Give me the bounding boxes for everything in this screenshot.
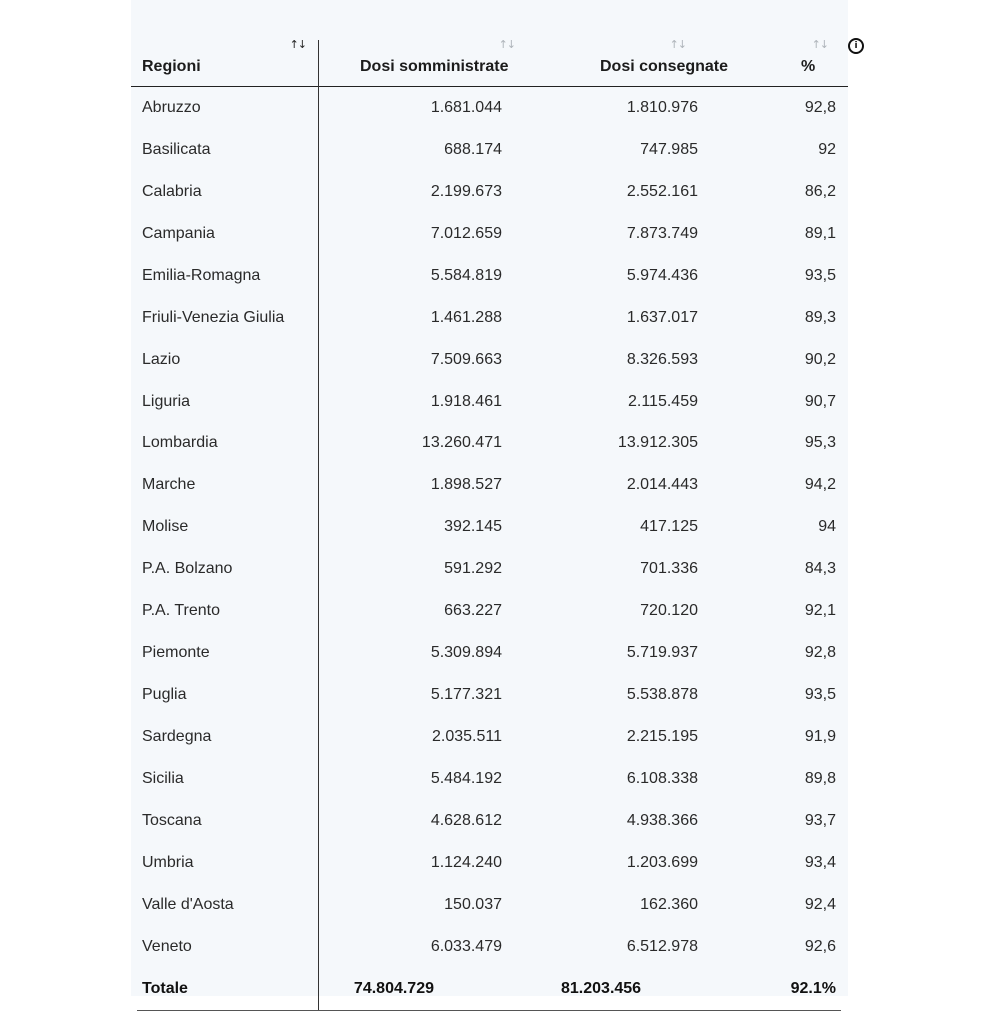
cell-delivered: 8.326.593: [626, 350, 698, 368]
table-row: [131, 297, 848, 339]
cell-region: Puglia: [142, 686, 187, 704]
cell-percent: 92,8: [804, 98, 836, 116]
cell-administered: 1.918.461: [430, 392, 502, 410]
cell-administered: 7.012.659: [430, 224, 502, 242]
sort-icon-region[interactable]: ↑↓: [289, 38, 306, 51]
cell-percent: 89,1: [804, 224, 836, 242]
cell-region: Marche: [142, 476, 196, 494]
cell-delivered: 2.014.443: [626, 476, 698, 494]
table-row: [131, 548, 848, 590]
cell-administered: 1.124.240: [430, 853, 502, 871]
sort-icon-percent[interactable]: ↑↓: [811, 38, 828, 51]
table-row: [131, 800, 848, 842]
cell-delivered: 720.120: [640, 602, 698, 620]
cell-delivered: 747.985: [640, 140, 698, 158]
table-bottom-rule: [137, 1010, 841, 1011]
column-divider: [318, 40, 319, 1010]
cell-percent: 95,3: [804, 434, 836, 452]
column-header-administered-label: Dosi somministrate: [360, 58, 509, 75]
cell-administered: 150.037: [444, 895, 502, 913]
table-header-row: [131, 30, 848, 87]
table-row: [131, 884, 848, 926]
cell-administered: 688.174: [444, 140, 502, 158]
table-row: [131, 213, 848, 255]
column-header-delivered[interactable]: [561, 30, 770, 87]
table-row: [131, 674, 848, 716]
total-cell-percent: 92.1%: [790, 979, 836, 997]
column-header-region[interactable]: [131, 30, 318, 87]
cell-percent: 93,5: [804, 266, 836, 284]
table-row: [131, 842, 848, 884]
column-header-administered[interactable]: [318, 30, 561, 87]
table-row: [131, 464, 848, 506]
cell-percent: 92,4: [804, 895, 836, 913]
cell-delivered: 162.360: [640, 895, 698, 913]
cell-delivered: 5.538.878: [626, 686, 698, 704]
sort-icon-delivered[interactable]: ↑↓: [669, 38, 686, 51]
cell-percent: 89,8: [804, 769, 836, 787]
cell-administered: 1.681.044: [430, 98, 502, 116]
table-row: [131, 255, 848, 297]
cell-region: Sicilia: [142, 769, 184, 787]
vaccine-doses-table: [131, 30, 848, 1010]
table-row: [131, 590, 848, 632]
table-row: [131, 423, 848, 465]
cell-percent: 92: [818, 140, 836, 158]
table-row: [131, 926, 848, 968]
cell-percent: 93,5: [804, 686, 836, 704]
cell-delivered: 2.552.161: [626, 182, 698, 200]
cell-region: Piemonte: [142, 644, 210, 662]
cell-percent: 92,1: [804, 602, 836, 620]
cell-region: Umbria: [142, 853, 194, 871]
column-header-region-label: Regioni: [142, 58, 201, 75]
table-total-row: [131, 968, 848, 1010]
cell-percent: 86,2: [804, 182, 836, 200]
cell-delivered: 5.719.937: [626, 644, 698, 662]
total-cell-administered: 74.804.729: [353, 979, 434, 997]
cell-administered: 7.509.663: [430, 350, 502, 368]
cell-region: Valle d'Aosta: [142, 895, 234, 913]
cell-delivered: 701.336: [640, 560, 698, 578]
cell-delivered: 1.637.017: [626, 308, 698, 326]
cell-delivered: 1.810.976: [626, 98, 698, 116]
cell-delivered: 2.215.195: [626, 728, 698, 746]
cell-administered: 5.484.192: [430, 769, 502, 787]
cell-percent: 90,7: [804, 392, 836, 410]
cell-administered: 13.260.471: [421, 434, 502, 452]
cell-region: Toscana: [142, 811, 202, 829]
cell-percent: 93,7: [804, 811, 836, 829]
cell-administered: 6.033.479: [430, 937, 502, 955]
cell-administered: 591.292: [444, 560, 502, 578]
cell-percent: 89,3: [804, 308, 836, 326]
cell-region: Campania: [142, 224, 215, 242]
cell-region: Emilia-Romagna: [142, 266, 261, 284]
cell-administered: 392.145: [444, 518, 502, 536]
cell-administered: 5.309.894: [430, 644, 502, 662]
cell-region: Abruzzo: [142, 98, 201, 116]
table-row: [131, 339, 848, 381]
cell-region: P.A. Bolzano: [142, 560, 233, 578]
sort-icon-administered[interactable]: ↑↓: [498, 38, 515, 51]
table-row: [131, 171, 848, 213]
cell-region: Molise: [142, 518, 189, 536]
cell-region: Calabria: [142, 182, 202, 200]
cell-delivered: 417.125: [640, 518, 698, 536]
cell-delivered: 6.108.338: [626, 769, 698, 787]
cell-region: Lazio: [142, 350, 181, 368]
cell-region: Liguria: [142, 392, 191, 410]
cell-region: P.A. Trento: [142, 602, 220, 620]
table-row: [131, 381, 848, 423]
table-row: [131, 758, 848, 800]
cell-administered: 5.584.819: [430, 266, 502, 284]
cell-percent: 94: [818, 518, 836, 536]
cell-region: Sardegna: [142, 728, 212, 746]
total-cell-region: Totale: [142, 979, 188, 997]
table-row: [131, 87, 848, 129]
cell-percent: 90,2: [804, 350, 836, 368]
cell-administered: 2.199.673: [430, 182, 502, 200]
cell-region: Friuli-Venezia Giulia: [142, 308, 285, 326]
cell-percent: 94,2: [804, 476, 836, 494]
cell-administered: 1.461.288: [430, 308, 502, 326]
table-row: [131, 632, 848, 674]
cell-percent: 84,3: [804, 560, 836, 578]
cell-delivered: 13.912.305: [617, 434, 698, 452]
cell-delivered: 5.974.436: [626, 266, 698, 284]
table-row: [131, 716, 848, 758]
cell-delivered: 4.938.366: [626, 811, 698, 829]
cell-delivered: 6.512.978: [626, 937, 698, 955]
info-icon[interactable]: i: [848, 38, 864, 54]
total-cell-delivered: 81.203.456: [561, 979, 642, 997]
cell-delivered: 1.203.699: [626, 853, 698, 871]
cell-percent: 92,6: [804, 937, 836, 955]
cell-administered: 663.227: [444, 602, 502, 620]
cell-administered: 4.628.612: [430, 811, 502, 829]
cell-region: Basilicata: [142, 140, 211, 158]
cell-administered: 2.035.511: [432, 728, 502, 746]
cell-region: Veneto: [142, 937, 192, 955]
cell-administered: 5.177.321: [430, 686, 502, 704]
table-body: [131, 87, 848, 1010]
column-header-delivered-label: Dosi consegnate: [600, 58, 729, 75]
column-header-percent-label: %: [801, 58, 816, 75]
cell-percent: 93,4: [804, 853, 836, 871]
cell-percent: 91,9: [804, 728, 836, 746]
cell-delivered: 7.873.749: [626, 224, 698, 242]
cell-percent: 92,8: [804, 644, 836, 662]
column-header-percent[interactable]: [770, 30, 848, 87]
table-row: [131, 129, 848, 171]
table-row: [131, 506, 848, 548]
cell-delivered: 2.115.459: [628, 392, 698, 410]
cell-region: Lombardia: [142, 434, 218, 452]
cell-administered: 1.898.527: [430, 476, 502, 494]
